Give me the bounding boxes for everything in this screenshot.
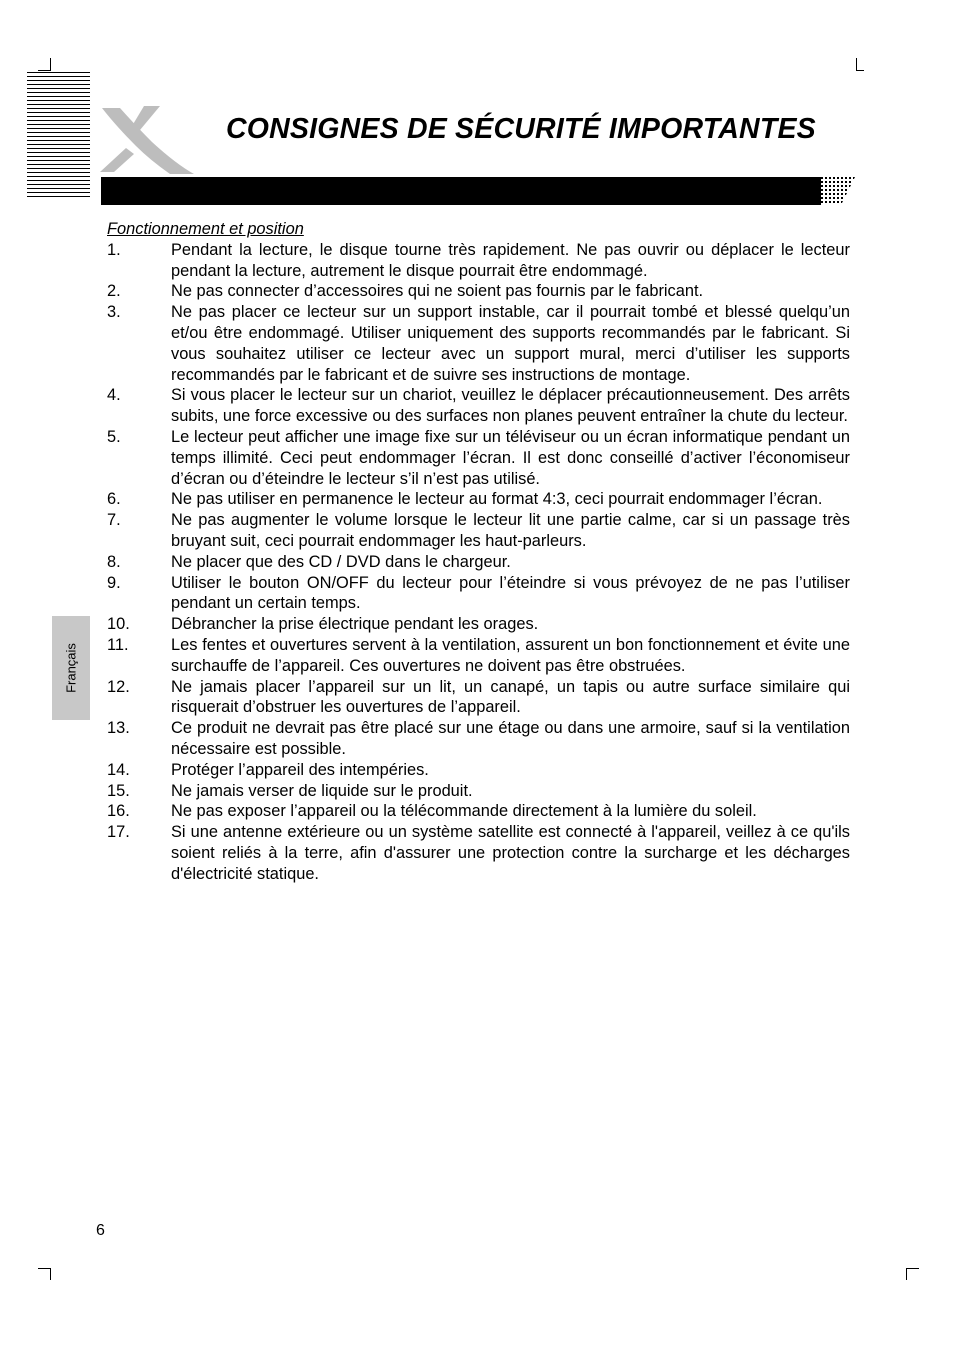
list-item (107, 677, 850, 719)
safety-list (107, 240, 850, 885)
list-item-text: Ne placer que des CD / DVD dans le chargeur. (171, 552, 511, 571)
list-item-number: 2. (107, 282, 121, 301)
language-tab (52, 616, 90, 720)
list-item (107, 240, 850, 282)
page-title: CONSIGNES DE SÉCURITÉ IMPORTANTES (226, 113, 816, 145)
list-item-text: Si vous placer le lecteur sur un chariot, veuillez le déplacer précautionneusement. Des arrêts subits, une force excessive ou des surfaces non planes peuvent entraîner la chute du lecteur. (171, 386, 850, 426)
list-item-number: 12. (107, 677, 130, 696)
list-item-text: Ce produit ne devrait pas être placé sur une étage ou dans une armoire, sauf si la ventilation nécessaire est possible. (171, 719, 850, 758)
list-item-text: Ne jamais placer l’appareil sur un lit, un canapé, un tapis ou autre surface similaire qui risquerait d’obstruer les ouvertures de l’appareil. (171, 677, 850, 717)
header-banner (101, 177, 855, 205)
list-item-number: 15. (107, 781, 130, 800)
decorative-stripes (27, 72, 90, 200)
list-item-number: 14. (107, 760, 130, 779)
list-item-number: 17. (107, 823, 130, 842)
list-item-number: 7. (107, 511, 121, 530)
brand-x-logo-icon (96, 100, 196, 178)
page-number: 6 (96, 1222, 105, 1239)
list-item (107, 302, 850, 385)
list-item (107, 718, 850, 760)
list-item (107, 822, 850, 884)
list-item-number: 5. (107, 427, 121, 446)
list-item (107, 427, 850, 489)
main-content (107, 219, 850, 885)
list-item-text: Ne pas exposer l’appareil ou la télécommande directement à la lumière du soleil. (171, 802, 757, 821)
list-item (107, 385, 850, 427)
list-item-number: 13. (107, 719, 130, 738)
list-item (107, 510, 850, 552)
list-item (107, 489, 850, 510)
list-item-number: 9. (107, 573, 121, 592)
list-item (107, 781, 850, 802)
list-item-text: Si une antenne extérieure ou un système satellite est connecté à l'appareil, veillez à ce qu'ils soient reliés à la terre, afin d'assurer une protection contre la surcharge et les décharges d'électricité statique. (171, 823, 850, 883)
list-item (107, 552, 850, 573)
list-item-number: 16. (107, 802, 130, 821)
list-item-number: 11. (107, 635, 129, 654)
list-item-text: Ne pas connecter d’accessoires qui ne soient pas fournis par le fabricant. (171, 282, 704, 301)
list-item-text: Protéger l’appareil des intempéries. (171, 760, 429, 779)
list-item (107, 801, 850, 822)
list-item-text: Ne pas utiliser en permanence le lecteur au format 4:3, ceci pourrait endommager l’écran. (171, 490, 823, 509)
list-item-number: 8. (107, 552, 121, 571)
list-item (107, 635, 850, 677)
list-item-text: Ne pas placer ce lecteur sur un support instable, car il pourrait tombé et blessé quelqu’un et/ou être endommagé. Utiliser uniquement des supports recommandés par le fabricant. Si vous souhaitez utiliser ce lecteur avec un support mural, merci d’utiliser les supports recommandés par le fabricant et de suivre ses instructions de montage. (171, 303, 850, 384)
list-item-number: 10. (107, 615, 130, 634)
list-item (107, 573, 850, 615)
list-item-text: Ne jamais verser de liquide sur le produit. (171, 781, 473, 800)
section-title: Fonctionnement et position (107, 220, 304, 238)
list-item (107, 760, 850, 781)
list-item-text: Ne pas augmenter le volume lorsque le lecteur lit une partie calme, car si un passage très bruyant suit, ceci pourrait endommager les haut-parleurs. (171, 511, 850, 550)
list-item-text: Pendant la lecture, le disque tourne très rapidement. Ne pas ouvrir ou déplacer le lecteur pendant la lecture, autrement le disque pourrait être endommagé. (171, 240, 850, 280)
list-item-text: Utiliser le bouton ON/OFF du lecteur pour l’éteindre si vous prévoyez de ne pas l’utiliser pendant un certain temps. (171, 573, 850, 613)
list-item-text: Le lecteur peut afficher une image fixe sur un téléviseur ou un écran informatique pendant un temps illimité. Ceci peut endommager l’écran. Il est donc conseillé d’activer l’économiseur d’écran ou d’éteindre le lecteur s’il n’est pas utilisé. (171, 427, 850, 488)
list-item-text: Les fentes et ouvertures servent à la ventilation, assurent un bon fonctionnement et évite une surchauffe de l’appareil. Ces ouvertures ne doivent pas être obstruées. (171, 635, 850, 675)
language-tab-label: Français (63, 643, 79, 693)
list-item-number: 4. (107, 386, 121, 405)
list-item (107, 614, 850, 635)
list-item-number: 1. (107, 240, 121, 259)
list-item (107, 281, 850, 302)
list-item-number: 3. (107, 303, 121, 322)
list-item-number: 6. (107, 490, 121, 509)
list-item-text: Débrancher la prise électrique pendant les orages. (171, 615, 539, 634)
